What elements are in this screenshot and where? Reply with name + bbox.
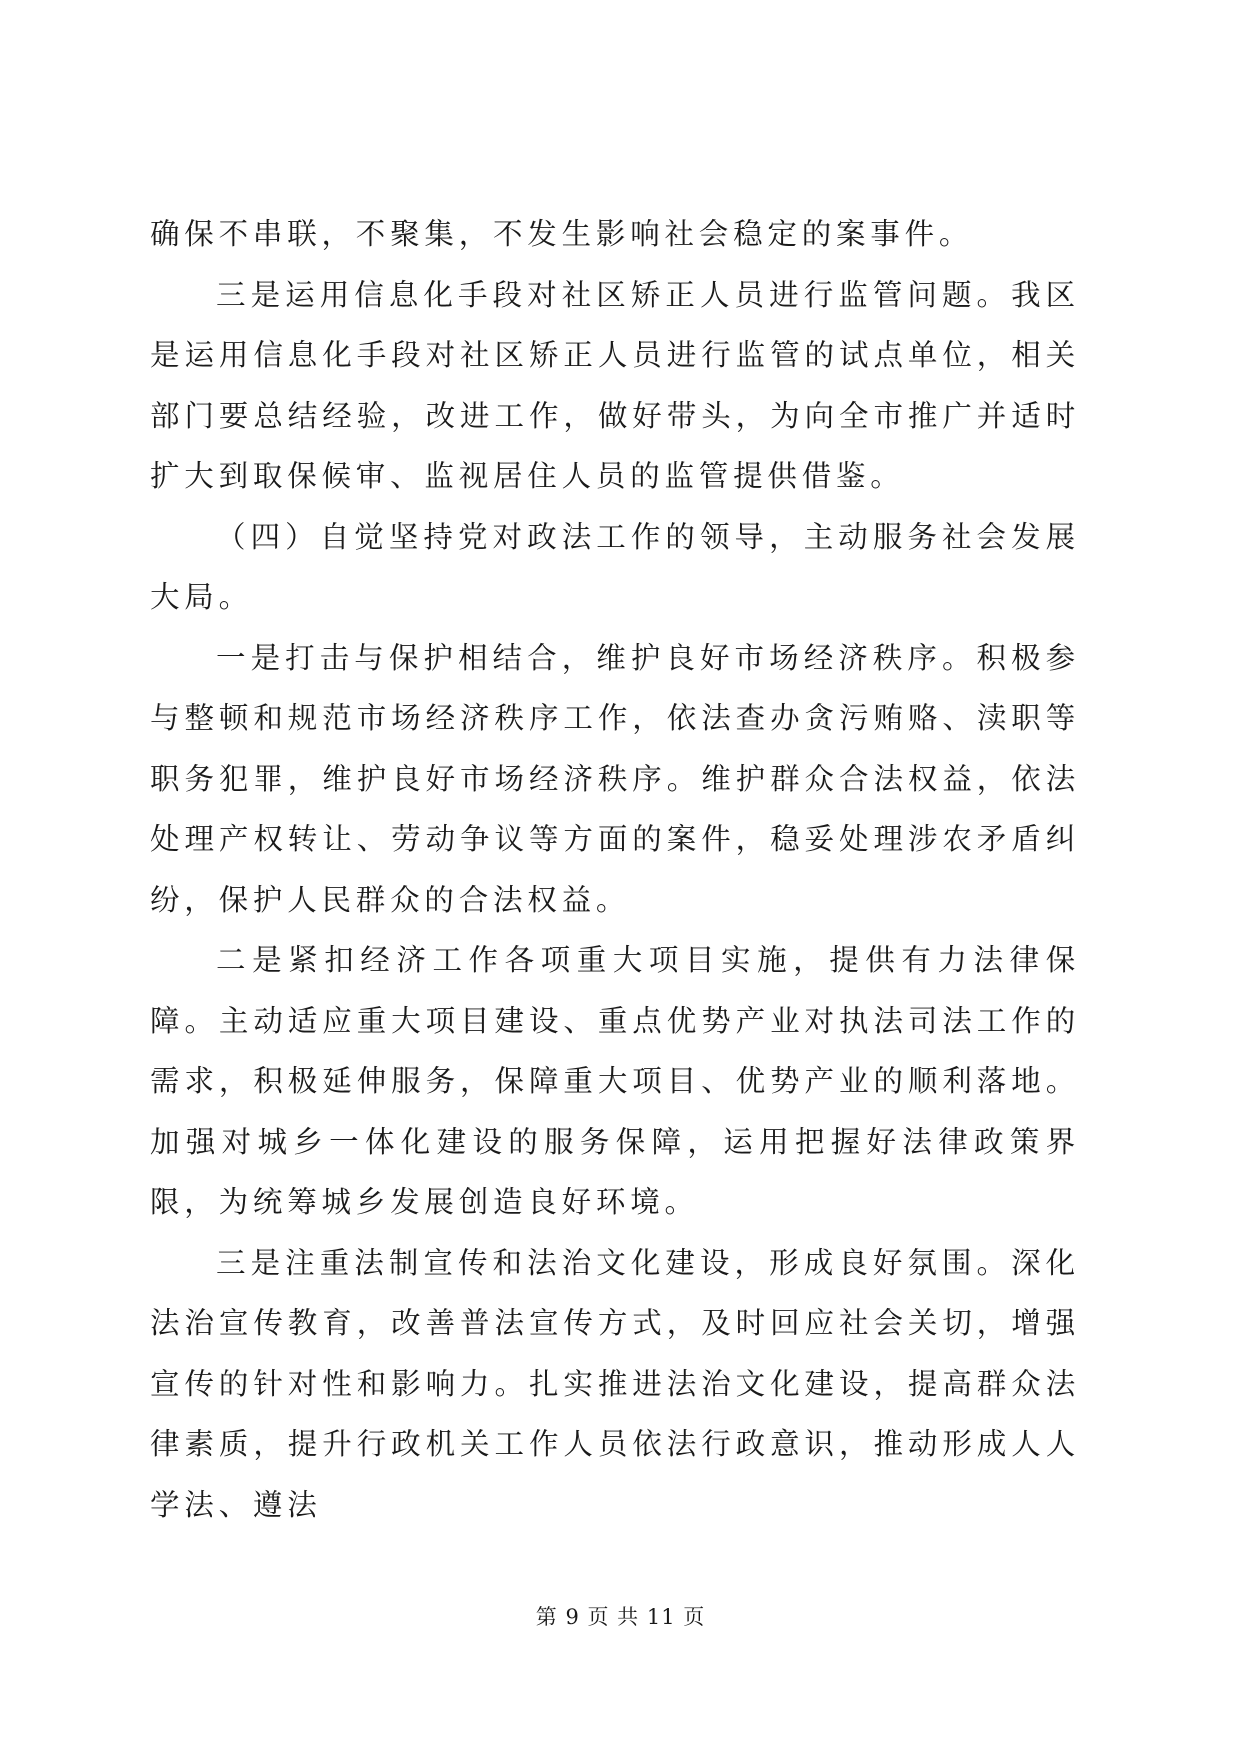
section-heading-four: （四）自觉坚持党对政法工作的领导，主动服务社会发展大局。 xyxy=(150,519,1080,614)
paragraph-item-three-supervision: 三是运用信息化手段对社区矫正人员进行监管问题。我区是运用信息化手段对社区矫正人员进行监管的试点单位，相关部门要总结经验，改进工作，做好带头，为向全市推广并适时扩大到取保候审、监视居住人员的监管提供借鉴。 xyxy=(150,277,1080,493)
document-body xyxy=(150,204,1080,1535)
paragraph-continuation: 确保不串联，不聚集，不发生影响社会稳定的案事件。 xyxy=(150,217,974,251)
paragraph-item-two-major-projects: 二是紧扣经济工作各项重大项目实施，提供有力法律保障。主动适应重大项目建设、重点优势产业对执法司法工作的需求，积极延伸服务，保障重大项目、优势产业的顺利落地。加强对城乡一体化建设的服务保障，运用把握好法律政策界限，为统筹城乡发展创造良好环境。 xyxy=(150,943,1080,1219)
paragraph-item-three-legal-publicity: 三是注重法制宣传和法治文化建设，形成良好氛围。深化法治宣传教育，改善普法宣传方式，及时回应社会关切，增强宣传的针对性和影响力。扎实推进法治文化建设，提高群众法律素质，提升行政机关工作人员依法行政意识，推动形成人人学法、遵法 xyxy=(150,1245,1080,1522)
paragraph-item-one-market-order: 一是打击与保护相结合，维护良好市场经济秩序。积极参与整顿和规范市场经济秩序工作，依法查办贪污贿赂、渎职等职务犯罪，维护良好市场经济秩序。维护群众合法权益，依法处理产权转让、劳动争议等方面的案件，稳妥处理涉农矛盾纠纷，保护人民群众的合法权益。 xyxy=(150,640,1080,917)
page-number-footer: 第 9 页 共 11 页 xyxy=(535,1605,706,1629)
